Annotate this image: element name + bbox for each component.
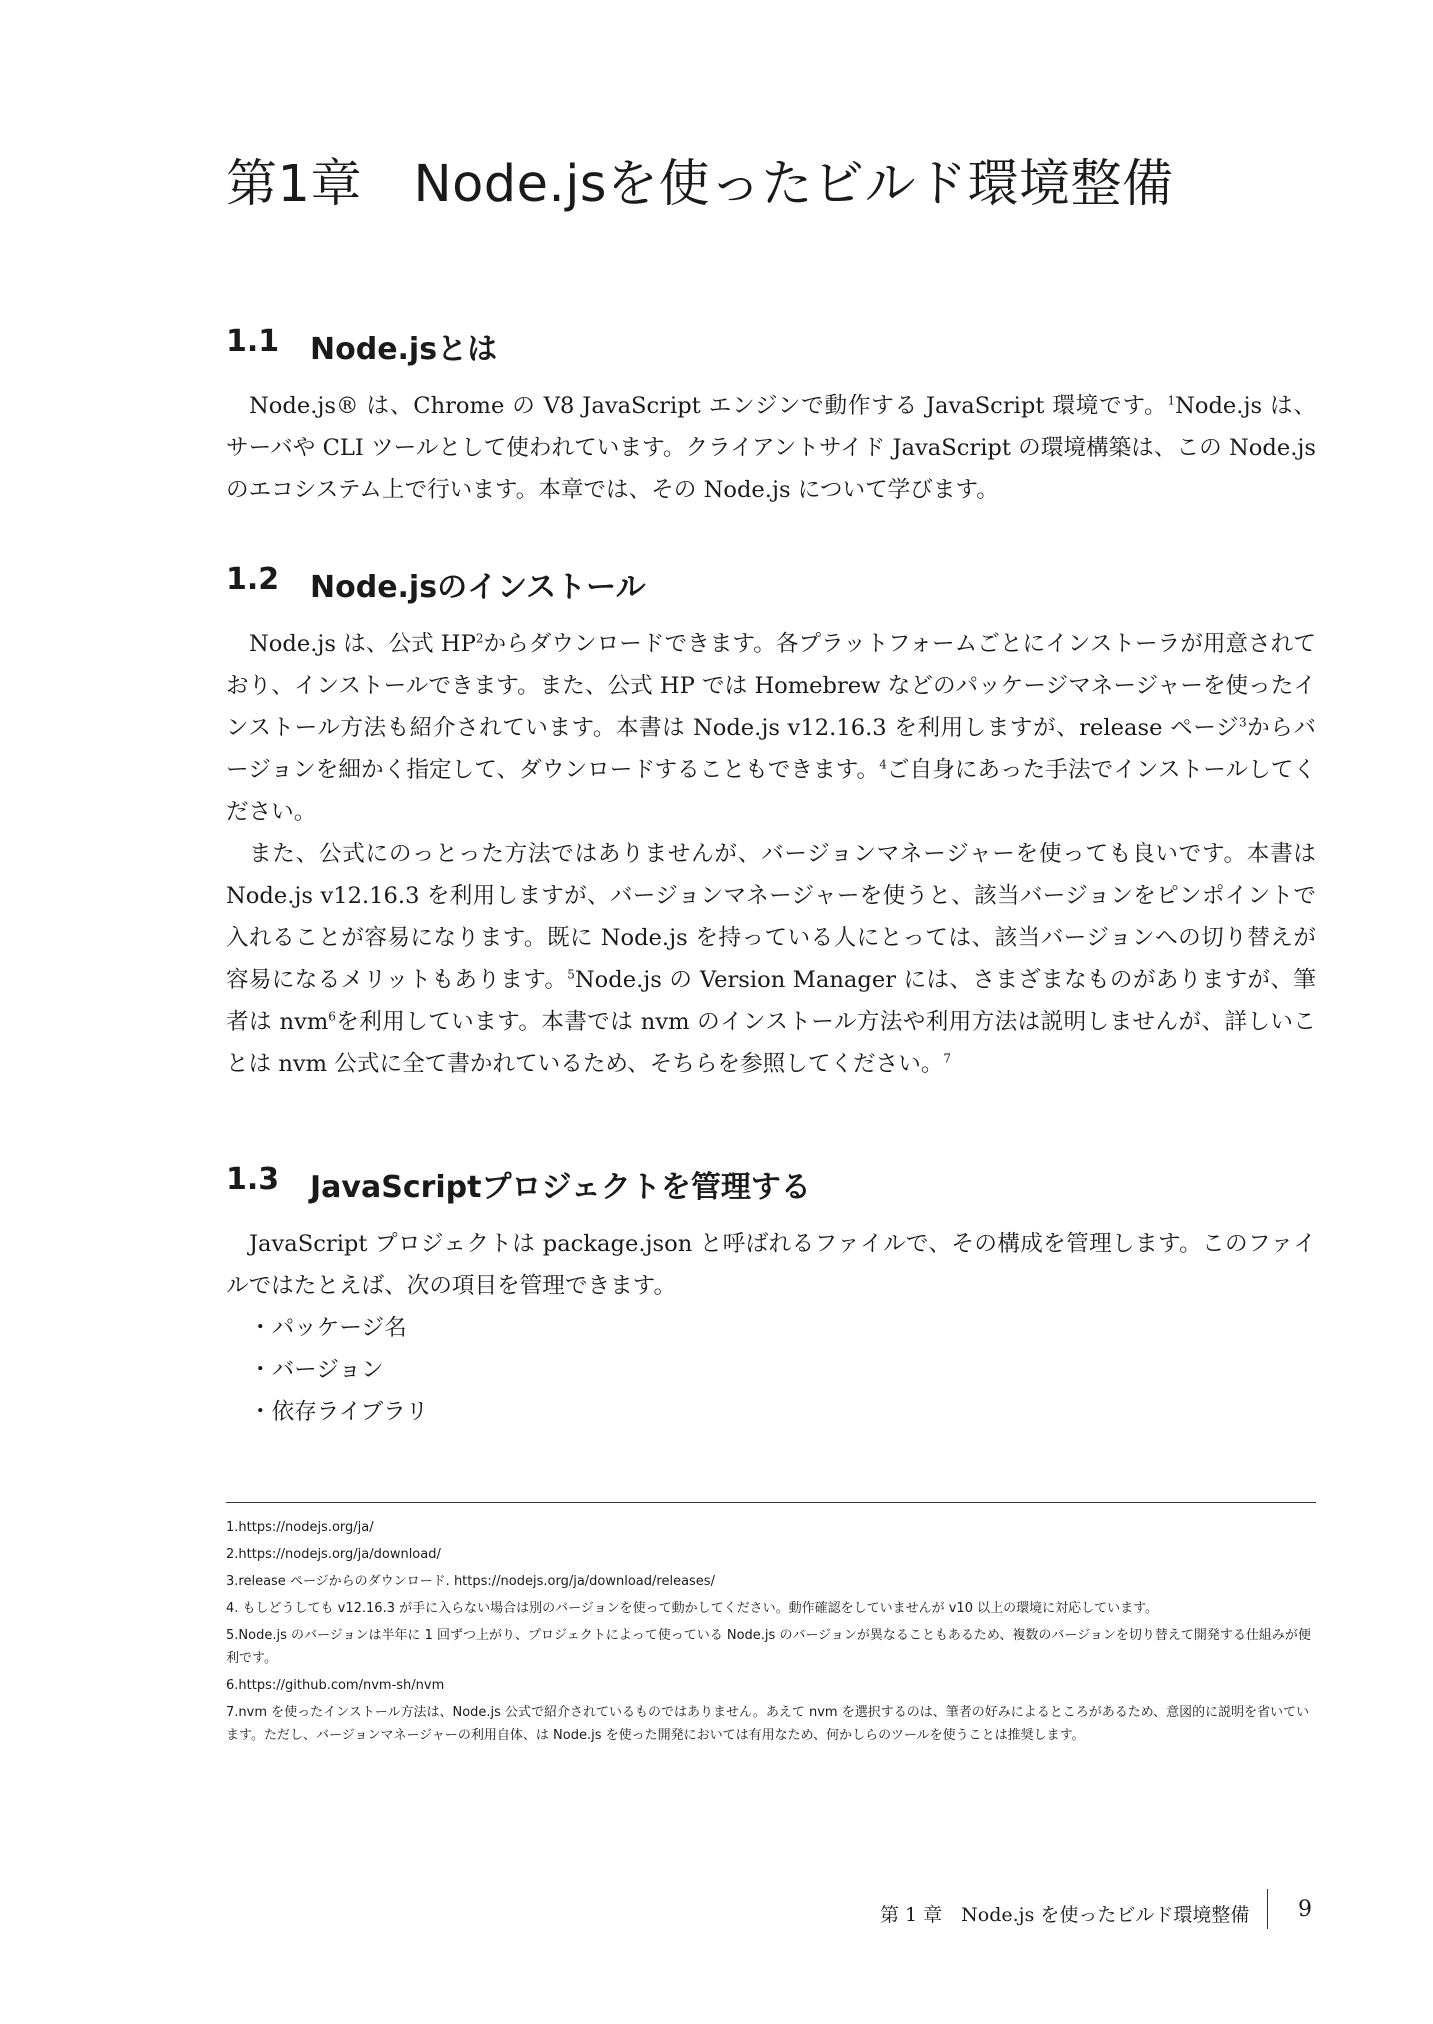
section-number: 1.3 bbox=[226, 1162, 280, 1197]
text-run: Node.js は、サーバや CLI ツールとして使われています。クライアントサイド JavaScript の環境構築は、この Node.js のエコシステム上で行います。本章では、その Node.js について学びます。 bbox=[226, 393, 1316, 503]
section-1-3 bbox=[226, 1162, 1316, 1433]
footnote: 7.nvm を使ったインストール方法は、Node.js 公式で紹介されているものではありません。あえて nvm を選択するのは、筆者の好みによるところがあるため、意図的に説明を省いています。ただし、バージョンマネージャーの利用自体、は Node.js を使った開発においては有用なため、何かしらのツールを使うことは推奨します。 bbox=[226, 1705, 1310, 1743]
text-run: Node.js の Version Manager には、さまざまなものがありますが、筆者は nvm bbox=[226, 967, 1316, 1035]
section-heading bbox=[226, 562, 1316, 606]
footnote: 5.Node.js のバージョンは半年に 1 回ずつ上がり、プロジェクトによって使っている Node.js のバージョンが異なることもあるため、複数のバージョンを切り替えて開発する仕組みが便利です。 bbox=[226, 1628, 1311, 1666]
section-1-2 bbox=[226, 562, 1316, 1085]
page-number: 9 bbox=[1298, 1897, 1312, 1922]
footnote: 6.https://github.com/nvm-sh/nvm bbox=[226, 1678, 445, 1693]
chapter-title: 第1章 Node.jsを使ったビルド環境整備 bbox=[226, 155, 1174, 215]
footnote-ref[interactable]: 3 bbox=[1239, 715, 1247, 730]
footnote: 3.release ページからのダウンロード. https://nodejs.org/ja/download/releases/ bbox=[226, 1574, 715, 1589]
bullet-list bbox=[226, 1307, 1316, 1433]
footnote-ref[interactable]: 7 bbox=[943, 1051, 952, 1066]
list-item: ・バージョン bbox=[249, 1357, 384, 1383]
section-number: 1.2 bbox=[226, 562, 280, 597]
section-heading bbox=[226, 324, 1316, 368]
footnotes bbox=[226, 1516, 1316, 1751]
paragraph bbox=[226, 385, 1316, 511]
list-item: ・パッケージ名 bbox=[249, 1315, 407, 1341]
section-title: Node.jsとは bbox=[310, 332, 498, 367]
section-title: Node.jsのインストール bbox=[310, 570, 646, 605]
text-run: Node.js は、公式 HP bbox=[249, 631, 476, 657]
paragraph bbox=[226, 623, 1316, 833]
footnote-ref[interactable]: 5 bbox=[567, 967, 575, 982]
footnote: 1.https://nodejs.org/ja/ bbox=[226, 1520, 374, 1535]
list-item: ・依存ライブラリ bbox=[249, 1399, 429, 1425]
paragraph: JavaScript プロジェクトは package.json と呼ばれるファイルで、その構成を管理します。このファイルではたとえば、次の項目を管理できます。 bbox=[226, 1231, 1316, 1299]
footnote-ref[interactable]: 2 bbox=[475, 631, 484, 646]
text-run: ご自身にあった手法でインストールしてください。 bbox=[226, 757, 1316, 825]
text-run: からバージョンを細かく指定して、ダウンロードすることもできます。 bbox=[226, 715, 1316, 783]
section-title: JavaScriptプロジェクトを管理する bbox=[310, 1170, 811, 1205]
text-run: を利用しています。本書では nvm のインストール方法や利用方法は説明しませんが、詳しいことは nvm 公式に全て書かれているため、そちらを参照してください。 bbox=[226, 1009, 1316, 1077]
footnote-ref[interactable]: 4 bbox=[879, 757, 887, 772]
section-1-1 bbox=[226, 324, 1316, 511]
footer-divider bbox=[1267, 1889, 1268, 1929]
footnote-ref[interactable]: 6 bbox=[328, 1009, 336, 1024]
footnote-ref[interactable]: 1 bbox=[1167, 393, 1176, 408]
footnote: 4. もしどうしても v12.16.3 が手に入らない場合は別のバージョンを使って動かしてください。動作確認をしていませんが v10 以上の環境に対応しています。 bbox=[226, 1601, 1159, 1616]
paragraph bbox=[226, 833, 1316, 1085]
footnote: 2.https://nodejs.org/ja/download/ bbox=[226, 1547, 441, 1562]
footnote-divider bbox=[226, 1502, 1316, 1503]
section-heading bbox=[226, 1162, 1316, 1206]
running-footer-title: 第 1 章 Node.js を使ったビルド環境整備 bbox=[880, 1904, 1250, 1926]
text-run: Node.js® は、Chrome の V8 JavaScript エンジンで動作する JavaScript 環境です。 bbox=[249, 393, 1168, 419]
section-number: 1.1 bbox=[226, 324, 280, 359]
text-run: また、公式にのっとった方法ではありませんが、バージョンマネージャーを使っても良いです。本書は Node.js v12.16.3 を利用しますが、バージョンマネージャーを使うと、該当バージョンをピンポイントで入れることが容易になります。既に Node.js を持っている人にとっては、該当バージョンへの切り替えが容易になるメリットもあります。 bbox=[226, 841, 1316, 993]
text-run: からダウンロードできます。各プラットフォームごとにインストーラが用意されており、インストールできます。また、公式 HP では Homebrew などのパッケージマネージャーを使ったインストール方法も紹介されています。本書は Node.js v12.16.3 を利用しますが、release ページ bbox=[226, 631, 1316, 741]
